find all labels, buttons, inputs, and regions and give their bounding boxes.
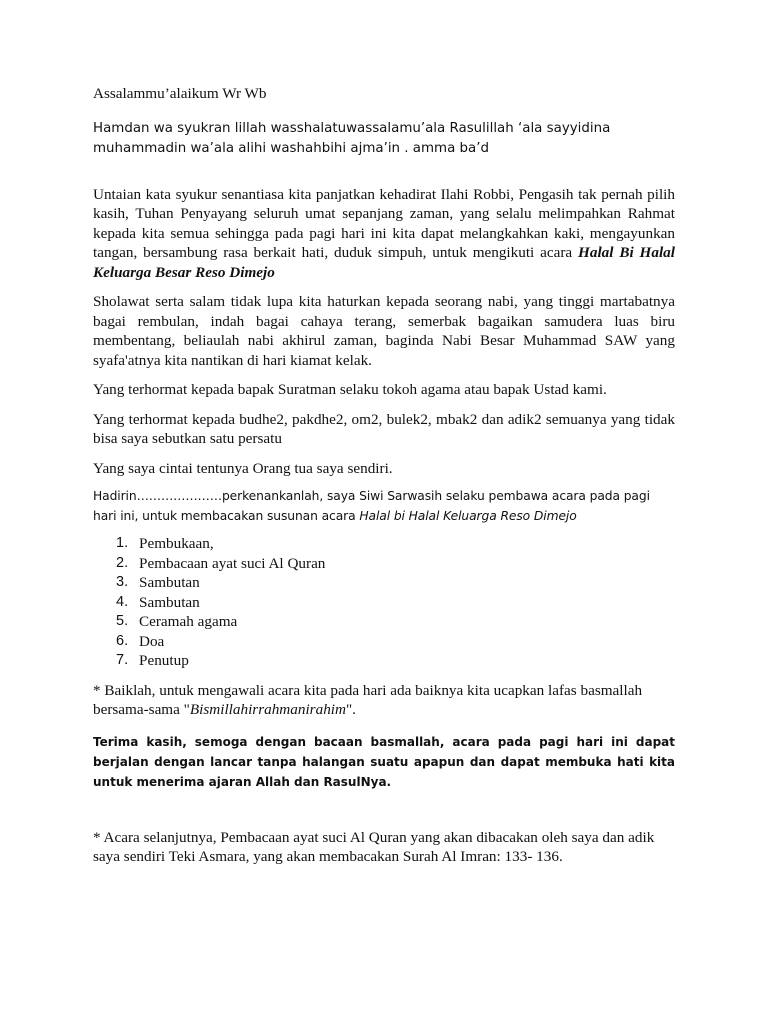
basmallah-paragraph: * Baiklah, untuk mengawali acara kita pada hari ada baiknya kita ucapkan lafas basmallah bersama-sama "Bismillahirrahmanirahim". xyxy=(93,681,643,718)
agenda-item: 1. Pembukaan, xyxy=(116,535,214,552)
terhormat-paragraph-1: Yang terhormat kepada bapak Suratman selaku tokoh agama atau bapak Ustad kami. xyxy=(93,381,607,398)
hadirin-paragraph: Hadirin…………………perkenankanlah, saya Siwi Sarwasih selaku pembawa acara pada pagi hari ini, untuk membacakan susunan acara Halal bi Halal Keluarga Reso Dimejo xyxy=(93,489,650,523)
agenda-item: 7. Penutup xyxy=(116,652,189,669)
agenda-list xyxy=(93,534,675,671)
selanjutnya-paragraph: * Acara selanjutnya, Pembacaan ayat suci Al Quran yang akan dibacakan oleh saya dan adik saya sendiri Teki Asmara, yang akan membacakan Surah Al Imran: 133- 136. xyxy=(93,828,655,865)
greeting: Assalammu’alaikum Wr Wb xyxy=(93,85,267,102)
terima-kasih-paragraph: Terima kasih, semoga dengan bacaan basmallah, acara pada pagi hari ini dapat berjalan dengan lancar tanpa halangan suatu apapun dan dapat membuka hati kita untuk menerima ajaran Allah dan RasulNya. xyxy=(93,734,675,789)
document-page xyxy=(93,84,675,867)
opening-paragraph: Hamdan wa syukran lillah wasshalatuwassalamu’ala Rasulillah ‘ala sayyidina muhammadin wa’ala alihi washahbihi ajma’in . amma ba’d xyxy=(93,120,611,156)
event-name-emphasis: Halal Bi Halal Keluarga Besar Reso Dimejo xyxy=(93,244,675,281)
sholawat-paragraph: Sholawat serta salam tidak lupa kita haturkan kepada seorang nabi, yang tinggi martabatnya bagai rembulan, indah bagai cahaya terang, semerbak bagaikan samudera luas biru membentang, beliaulah nabi akhirul zaman, baginda Nabi Besar Muhammad SAW yang syafa'atnya kita nantikan di hari kiamat kelak. xyxy=(93,293,675,369)
agenda-item: 4. Sambutan xyxy=(116,593,200,611)
agenda-item: 3. Sambutan xyxy=(116,574,200,591)
basmallah-emphasis: Bismillahirrahmanirahim xyxy=(189,701,346,718)
event-name-emphasis-2: Halal bi Halal Keluarga Reso Dimejo xyxy=(359,509,577,523)
agenda-item: 2. Pembacaan ayat suci Al Quran xyxy=(116,554,326,572)
syukur-paragraph: Untaian kata syukur senantiasa kita panjatkan kehadirat Ilahi Robbi, Pengasih tak pernah pilih kasih, Tuhan Penyayang seluruh umat sepanjang zaman, yang selalu melimpahkan Rahmat kepada kita semua sehingga pada pagi hari ini kita dapat melangkahkan kaki, mengayunkan tangan, bersambung rasa berkait hati, duduk simpuh, untuk mengikuti acara Halal Bi Halal Keluarga Besar Reso Dimejo xyxy=(93,185,675,281)
agenda-item: 6. Doa xyxy=(116,632,165,650)
terhormat-paragraph-2: Yang terhormat kepada budhe2, pakdhe2, om2, bulek2, mbak2 dan adik2 semuanya yang tidak bisa saya sebutkan satu persatu xyxy=(93,410,675,447)
cintai-paragraph: Yang saya cintai tentunya Orang tua saya sendiri. xyxy=(93,459,393,477)
agenda-item: 5. Ceramah agama xyxy=(116,613,238,630)
